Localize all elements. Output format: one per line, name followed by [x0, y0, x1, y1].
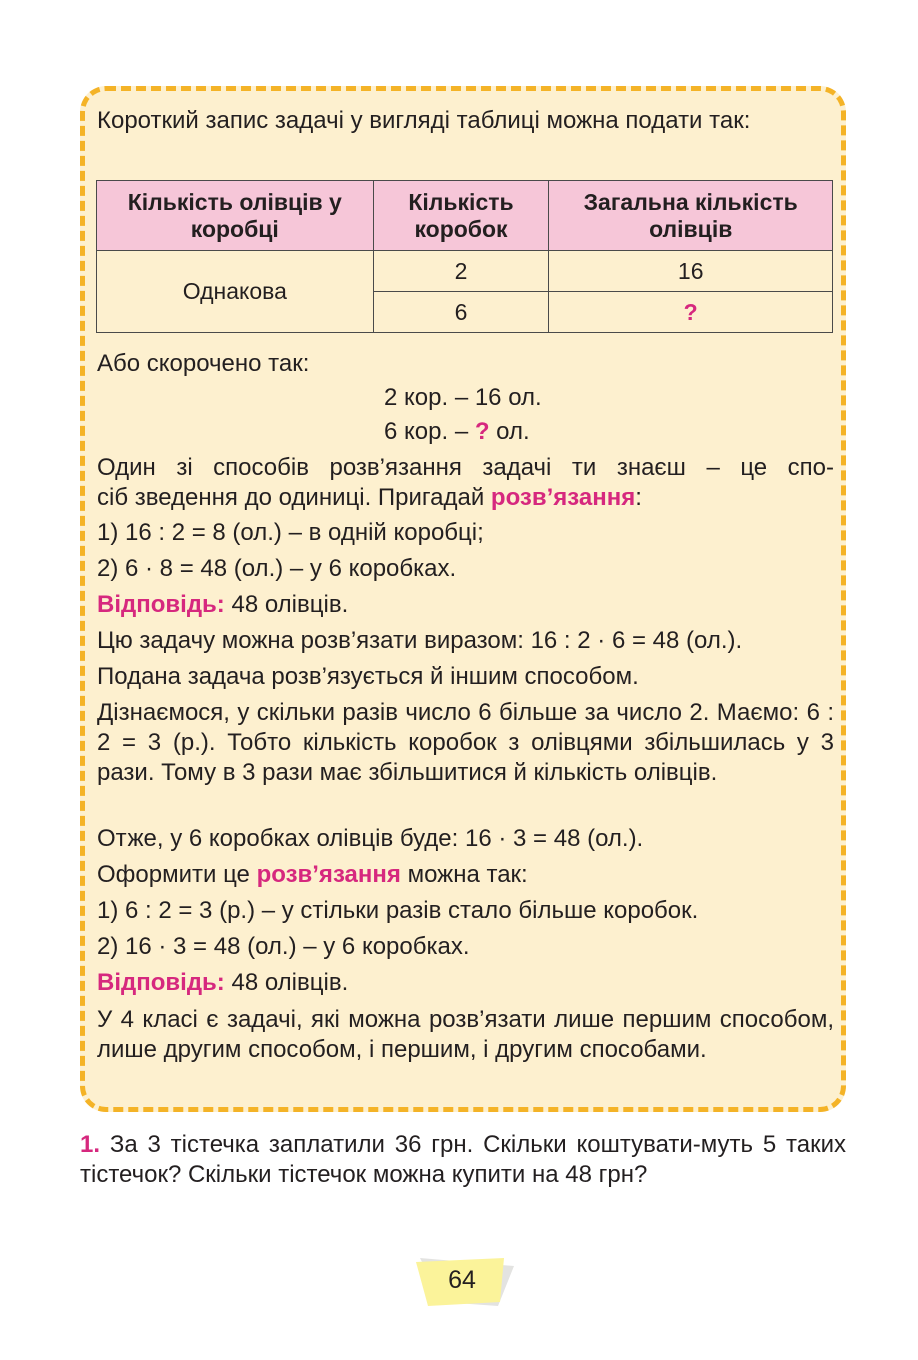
method1-intro-b — [97, 483, 834, 513]
short-line-2-b: ол. — [489, 418, 530, 445]
result-text: Отже, у 6 коробках олівців буде: 16 · 3 = 48 (ол.). — [97, 825, 644, 852]
highlight-term: розв’язання — [256, 861, 401, 888]
expression-text: Цю задачу можна розв’язати виразом: 16 : 2 · 6 = 48 (ол.). — [97, 627, 743, 654]
table-header: Кількість олівців у коробці — [97, 181, 374, 251]
method1-intro-a: Один зі способів розв’язання задачі ти знаєш – це спо- — [97, 454, 834, 481]
table-header: Загальна кількість олівців — [549, 181, 833, 251]
method2-step-2: 2) 16 · 3 = 48 (ол.) – у 6 коробках. — [97, 933, 470, 960]
table-cell: 6 — [373, 292, 549, 333]
table-cell: Однакова — [97, 251, 374, 333]
method1-answer — [97, 590, 834, 620]
method2-intro — [97, 860, 834, 890]
explain-text: Дізнаємося, у скільки разів число 6 більше за число 2. Маємо: 6 : 2 = 3 (р.). Тобто кількість коробок з олівцями збільшилась у 3 рази. Тому в 3 рази має збільшитися й кількість олівців. — [97, 699, 834, 786]
table-cell: 16 — [549, 251, 833, 292]
short-line-2 — [384, 417, 530, 447]
method1-step-1: 1) 16 : 2 = 8 (ол.) – в одній коробці; — [97, 519, 484, 546]
method1-intro-text: сіб зведення до одиниці. Пригадай — [97, 484, 491, 511]
question-mark: ? — [474, 418, 490, 445]
other-way-text: Подана задача розв’язується й іншим способом. — [97, 663, 639, 690]
table-cell: 2 — [373, 251, 549, 292]
table-cell-question: ? — [549, 292, 833, 333]
method1-intro-end: : — [635, 484, 642, 511]
short-line-1: 2 кор. – 16 ол. — [384, 384, 542, 411]
task-text: За 3 тістечка заплатили 36 грн. Скільки коштувати-муть 5 таких тістечок? Скільки тістечок можна купити на 48 грн? — [80, 1131, 846, 1188]
page-number: 64 — [448, 1266, 476, 1294]
short-intro: Або скорочено так: — [97, 350, 310, 377]
answer-label: Відповідь: — [97, 591, 225, 618]
method1-step-2: 2) 6 · 8 = 48 (ол.) – у 6 коробках. — [97, 555, 457, 582]
answer-text: 48 олівців. — [224, 969, 349, 996]
table-row — [97, 251, 833, 292]
intro-text: Короткий запис задачі у вигляді таблиці можна подати так: — [97, 107, 751, 134]
table-header: Кількість коробок — [373, 181, 549, 251]
method2-intro-a: Оформити це — [97, 861, 257, 888]
closing-text: У 4 класі є задачі, які можна розв’язати лише першим способом, лише другим способом, і першим, і другим способами. — [97, 1006, 834, 1063]
answer-label: Відповідь: — [97, 969, 225, 996]
answer-text: 48 олівців. — [224, 591, 349, 618]
highlight-term: розв’язання — [490, 484, 636, 511]
short-line-2-a: 6 кор. – — [384, 418, 475, 445]
method2-answer — [97, 968, 834, 998]
task-1 — [80, 1130, 846, 1190]
task-number: 1. — [80, 1131, 101, 1158]
method2-intro-b: можна так: — [400, 861, 528, 888]
data-table — [96, 180, 833, 333]
table-header-row — [97, 181, 833, 251]
method2-step-1: 1) 6 : 2 = 3 (р.) – у стільки разів стало більше коробок. — [97, 897, 699, 924]
